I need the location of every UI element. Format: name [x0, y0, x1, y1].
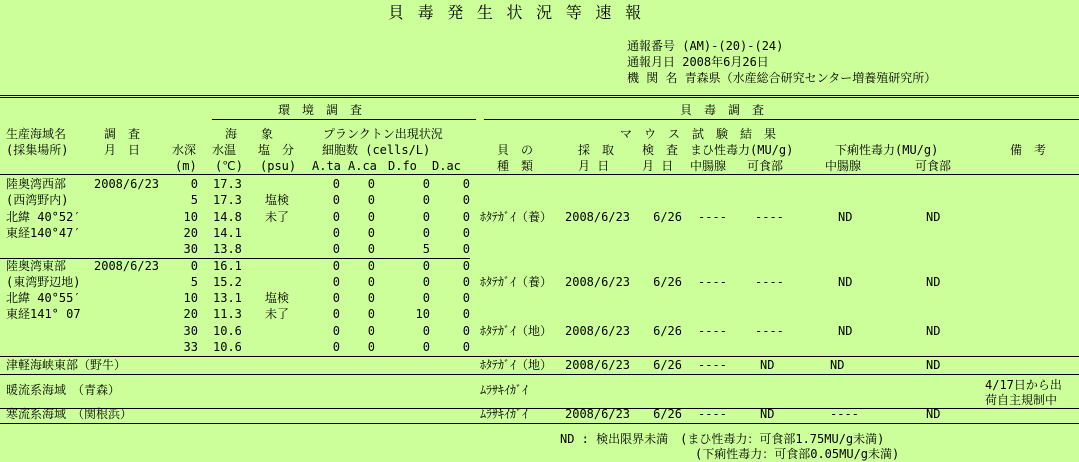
env-rule: [212, 119, 476, 120]
cell-dsp_e: ND: [926, 323, 941, 338]
cell-dfo: 0: [422, 177, 430, 191]
cell-ata: 0: [332, 323, 340, 338]
cell-depth: 5: [190, 274, 198, 289]
cells-header: 細胞数 (cells/L): [322, 143, 431, 157]
extra-cell-idate: 6/26: [653, 407, 682, 422]
cell-sal: 塩検: [265, 291, 290, 306]
cell-dac: 0: [462, 274, 470, 289]
dsp-mid-header: 中腸腺: [825, 159, 862, 173]
extra-cell-idate: 6/26: [653, 358, 682, 373]
extra-cell-shell: ﾑﾗｻｷｲｶﾞｲ: [480, 383, 529, 398]
cell-aca: 0: [367, 258, 375, 273]
cell-depth: 30: [183, 242, 198, 257]
inspect-header: 検 査: [642, 143, 679, 157]
header-top-rule: [0, 95, 1079, 98]
env-survey-header: 環 境 調 査: [278, 103, 363, 117]
area-header: 生産海域名: [6, 127, 67, 141]
extra-cell-shell: ﾎﾀﾃｶﾞｲ（地）: [480, 358, 553, 373]
aca-header: A.ca: [348, 159, 377, 173]
survey-date-sub-header: 月 日: [104, 143, 141, 157]
ata-header: A.ta: [312, 159, 341, 173]
cell-dfo: 0: [422, 291, 430, 306]
cell-area: (東湾野辺地): [6, 274, 81, 289]
section-divider: [0, 258, 470, 259]
shell-type-sub-header: 種 類: [497, 159, 534, 173]
temp-header: 水温: [212, 143, 237, 157]
cell-temp: 13.8: [213, 242, 242, 257]
depth-unit: (m): [175, 159, 197, 173]
sal-unit: (psu): [260, 159, 297, 173]
cell-dac: 0: [462, 307, 470, 322]
survey-date-header: 調 査: [104, 127, 141, 141]
extra-cell-shell: ﾑﾗｻｷｲｶﾞｲ: [480, 407, 529, 422]
cell-temp: 14.8: [213, 209, 242, 224]
psp-header: まひ性毒力(MU/g): [690, 143, 794, 157]
cell-dac: 0: [462, 177, 470, 191]
cell-ata: 0: [332, 177, 340, 191]
cell-aca: 0: [367, 323, 375, 338]
cell-dfo: 0: [422, 225, 430, 240]
cell-idate: 6/26: [653, 274, 682, 289]
extra-area: 津軽海峡東部（野牛）: [6, 358, 127, 373]
cell-ata: 0: [332, 225, 340, 240]
extra-row-rule: [0, 423, 1079, 424]
cell-area: 北緯 40°52′: [6, 209, 81, 224]
cell-ata: 0: [332, 340, 340, 354]
cell-temp: 13.1: [213, 291, 242, 306]
footnote-line1: ND : 検出限界未満 (まひ性毒力：可食部1.75MU/g未満): [560, 432, 885, 446]
cell-depth: 20: [183, 307, 198, 322]
sample-header: 採 取: [578, 143, 615, 157]
cell-dsp_e: ND: [926, 274, 941, 289]
shell-survey-header: 貝 毒 調 査: [680, 103, 765, 117]
cell-dfo: 0: [422, 258, 430, 273]
dsp-edible-header: 可食部: [915, 159, 952, 173]
cell-dsp_m: ND: [838, 209, 853, 224]
cell-aca: 0: [367, 307, 375, 322]
cell-dfo: 10: [415, 307, 430, 322]
cell-temp: 11.3: [213, 307, 242, 322]
cell-dac: 0: [462, 340, 470, 354]
cell-dac: 0: [462, 209, 470, 224]
shell-rule: [484, 119, 1079, 120]
cell-area: 東経140°47′: [6, 225, 81, 240]
cell-ata: 0: [332, 274, 340, 289]
remark-line1: 4/17日から出: [985, 378, 1062, 393]
cell-psp_m: ----: [698, 323, 727, 338]
header-bottom-rule: [0, 174, 1079, 175]
cell-psp_m: ----: [698, 209, 727, 224]
cell-depth: 10: [183, 209, 198, 224]
extra-cell-dsp_m: ----: [830, 407, 859, 422]
cell-dsp_m: ND: [838, 274, 853, 289]
cell-ata: 0: [332, 307, 340, 322]
cell-ata: 0: [332, 291, 340, 306]
cell-area: 北緯 40°55′: [6, 291, 81, 306]
cell-depth: 5: [190, 193, 198, 208]
cell-area: (西湾野内): [6, 193, 69, 208]
extra-cell-psp_m: ----: [698, 358, 727, 373]
cell-aca: 0: [367, 340, 375, 354]
page-title: 貝 毒 発 生 状 況 等 速 報: [388, 3, 644, 22]
plankton-header: プランクトン出現状況: [323, 127, 443, 141]
cell-ata: 0: [332, 258, 340, 273]
cell-dac: 0: [462, 258, 470, 273]
cell-aca: 0: [367, 193, 375, 208]
extra-cell-psp_e: ND: [760, 358, 775, 373]
cell-ata: 0: [332, 209, 340, 224]
cell-aca: 0: [367, 209, 375, 224]
extra-cell-sdate: 2008/6/23: [565, 407, 631, 422]
cell-depth: 30: [183, 323, 198, 338]
cell-psp_m: ----: [698, 274, 727, 289]
depth-header: 水深: [172, 143, 197, 157]
extra-area: 暖流系海域 （青森）: [6, 383, 121, 398]
remarks-header: 備 考: [1010, 143, 1047, 157]
dac-header: D.ac: [432, 159, 461, 173]
cell-psp_e: ----: [755, 274, 784, 289]
cell-temp: 14.1: [213, 225, 242, 240]
cell-dac: 0: [462, 193, 470, 208]
cell-dfo: 5: [422, 242, 430, 257]
cell-area: 陸奥湾東部: [6, 258, 67, 273]
cell-dfo: 0: [422, 193, 430, 208]
cell-aca: 0: [367, 177, 375, 191]
cell-dac: 0: [462, 225, 470, 240]
sal-header: 塩 分: [258, 143, 295, 157]
cell-aca: 0: [367, 242, 375, 257]
cell-date: 2008/6/23: [94, 177, 160, 191]
inspect-sub-header: 月 日: [642, 159, 674, 173]
extra-cell-psp_m: ----: [698, 407, 727, 422]
cell-temp: 10.6: [213, 323, 242, 338]
cell-aca: 0: [367, 225, 375, 240]
cell-dfo: 0: [422, 340, 430, 354]
temp-unit: (℃): [215, 159, 243, 173]
sea-header: 海 象: [225, 127, 274, 141]
cell-shell: ﾎﾀﾃｶﾞｲ（養）: [480, 274, 553, 289]
cell-shell: ﾎﾀﾃｶﾞｲ（地）: [480, 323, 553, 338]
cell-area: 陸奥湾西部: [6, 177, 67, 191]
cell-dfo: 0: [422, 323, 430, 338]
cell-dac: 0: [462, 291, 470, 306]
extra-cell-dsp_e: ND: [926, 358, 941, 373]
cell-sal: 未了: [265, 209, 290, 224]
cell-dsp_m: ND: [838, 323, 853, 338]
extra-cell-psp_e: ND: [760, 407, 775, 422]
cell-depth: 0: [190, 177, 198, 191]
cell-temp: 10.6: [213, 340, 242, 354]
area-sub-header: (採集場所): [6, 143, 69, 157]
extra-cell-dsp_e: ND: [926, 407, 941, 422]
extra-cell-dsp_m: ND: [830, 358, 845, 373]
psp-edible-header: 可食部: [747, 159, 784, 173]
cell-sdate: 2008/6/23: [565, 323, 631, 338]
cell-psp_e: ----: [755, 209, 784, 224]
cell-dsp_e: ND: [926, 209, 941, 224]
cell-ata: 0: [332, 242, 340, 257]
extra-row-rule: [0, 374, 1079, 375]
cell-depth: 33: [183, 340, 198, 354]
sample-sub-header: 月 日: [578, 159, 610, 173]
psp-mid-header: 中腸腺: [690, 159, 727, 173]
cell-date: 2008/6/23: [94, 258, 160, 273]
cell-depth: 0: [190, 258, 198, 273]
footnote-line2: (下痢性毒力：可食部0.05MU/g未満): [695, 447, 900, 461]
cell-aca: 0: [367, 274, 375, 289]
cell-dac: 0: [462, 242, 470, 257]
cell-dac: 0: [462, 323, 470, 338]
cell-temp: 17.3: [213, 193, 242, 208]
mouse-test-header: マ ウ ス 試 験 結 果: [620, 127, 777, 141]
cell-sal: 塩検: [265, 193, 290, 208]
agency: 機 関 名 青森県（水産総合研究センター増養殖研究所）: [627, 71, 937, 85]
shell-type-header: 貝 の: [497, 143, 534, 157]
cell-shell: ﾎﾀﾃｶﾞｲ（養）: [480, 209, 553, 224]
cell-ata: 0: [332, 193, 340, 208]
cell-temp: 17.3: [213, 177, 242, 191]
cell-psp_e: ----: [755, 323, 784, 338]
report-number: 通報番号 (AM)-(20)-(24): [627, 39, 784, 53]
cell-dfo: 0: [422, 209, 430, 224]
extra-area: 寒流系海域 （関根浜）: [6, 407, 133, 422]
cell-aca: 0: [367, 291, 375, 306]
cell-idate: 6/26: [653, 323, 682, 338]
cell-sdate: 2008/6/23: [565, 274, 631, 289]
cell-sdate: 2008/6/23: [565, 209, 631, 224]
cell-area: 東経141° 07: [6, 307, 81, 322]
cell-idate: 6/26: [653, 209, 682, 224]
report-date: 通報月日 2008年6月26日: [627, 55, 769, 69]
extra-cell-sdate: 2008/6/23: [565, 358, 631, 373]
cell-temp: 16.1: [213, 258, 242, 273]
cell-temp: 15.2: [213, 274, 242, 289]
cell-sal: 未了: [265, 307, 290, 322]
cell-dfo: 0: [422, 274, 430, 289]
dsp-header: 下痢性毒力(MU/g): [835, 143, 939, 157]
remark-line2: 荷自主規制中: [985, 393, 1058, 408]
cell-depth: 20: [183, 225, 198, 240]
dfo-header: D.fo: [388, 159, 417, 173]
cell-depth: 10: [183, 291, 198, 306]
